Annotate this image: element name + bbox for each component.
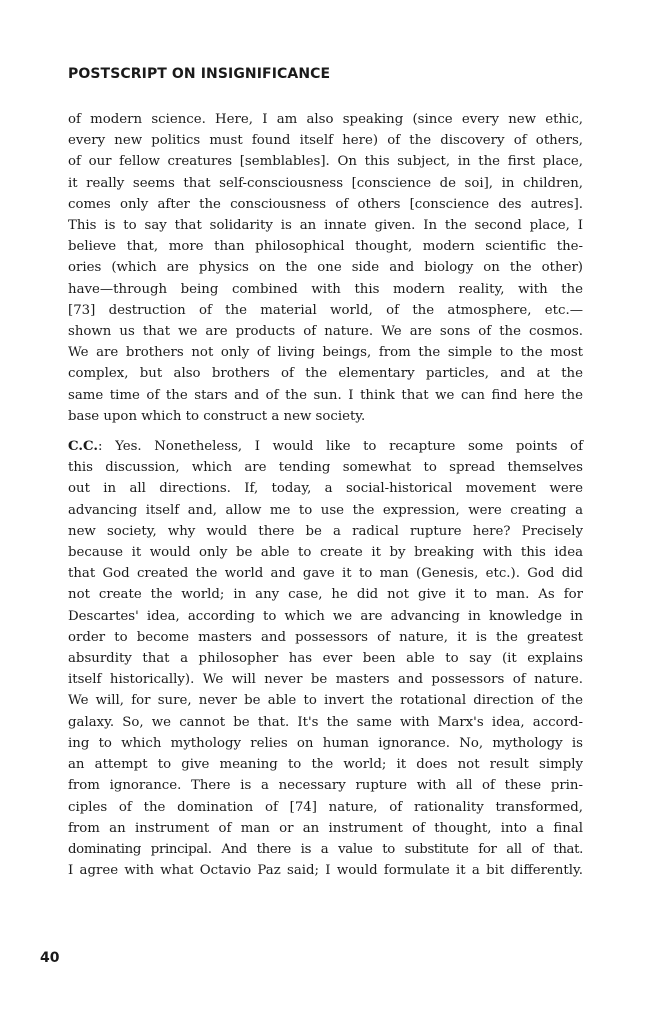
text-line: Descartes' idea, according to which we are advancing in knowledge in [68,608,583,624]
text-line: every new politics must found itself here) of the discovery of others, [68,133,583,149]
body-text [68,109,583,881]
running-head: POSTSCRIPT ON INSIGNIFICANCE [68,66,331,82]
text-line: an attempt to give meaning to the world; it does not result simply [68,757,583,773]
text-line: same time of the stars and of the sun. I think that we can find here the [68,387,583,403]
speaker-label: C.C. [68,439,98,455]
text-line: of our fellow creatures [semblables]. On this subject, in the first place, [68,154,583,170]
paragraph-1 [68,109,583,427]
text-line: shown us that we are products of nature. We are sons of the cosmos. [68,324,583,340]
text-line: itself historically). We will never be masters and possessors of nature. [68,672,583,688]
text-line: because it would only be able to create it by breaking with this idea [68,545,583,561]
text-line: base upon which to construct a new society. [68,408,366,424]
paragraph-2 [68,436,583,881]
text-line: absurdity that a philosopher has ever been able to say (it explains [68,651,583,667]
text-line: from an instrument of man or an instrument of thought, into a final [68,820,583,836]
text-line: comes only after the consciousness of others [conscience des autres]. [68,196,583,212]
text-line: from ignorance. There is a necessary rupture with all of these prin- [68,778,583,794]
text-line: that God created the world and gave it to man (Genesis, etc.). God did [68,566,583,582]
text-line: advancing itself and, allow me to use the expression, were creating a [68,502,583,518]
text-line: complex, but also brothers of the elementary particles, and at the [68,366,583,382]
text-line: We will, for sure, never be able to invert the rotational direction of the [68,693,583,709]
text-line: order to become masters and possessors of nature, it is the greatest [68,629,583,645]
text-line: galaxy. So, we cannot be that. It's the same with Marx's idea, accord- [68,714,583,730]
text-line: of modern science. Here, I am also speaking (since every new ethic, [68,112,583,127]
text-line: out in all directions. If, today, a social-historical movement were [68,481,583,497]
text-line-first [68,436,583,457]
text-line: believe that, more than philosophical thought, modern scientific the- [68,239,583,255]
text-line: ciples of the domination of [74] nature, of rationality transformed, [68,799,583,815]
text-line: new society, why would there be a radical rupture here? Precisely [68,523,583,539]
text-line: it really seems that self-consciousness [conscience de soi], in children, [68,175,583,191]
text-line: [73] destruction of the material world, of the atmosphere, etc.— [68,302,583,318]
text-line: This is to say that solidarity is an innate given. In the second place, I [68,218,583,234]
page-number: 40 [40,950,60,966]
text-line: dominating principal. And there is a value to substitute for all of that. [68,841,583,857]
text-line: have—through being combined with this modern reality, with the [68,281,583,297]
text-line: not create the world; in any case, he did not give it to man. As for [68,587,583,603]
text-line: I agree with what Octavio Paz said; I would formulate it a bit differently. [68,863,583,879]
text-line: ories (which are physics on the one side and biology on the other) [68,260,583,276]
text-line: We are brothers not only of living beings, from the simple to the most [68,345,583,361]
text-line-rest: : Yes. Nonetheless, I would like to recapture some points of [97,439,583,455]
text-line: this discussion, which are tending somewhat to spread themselves [68,460,583,476]
text-line: ing to which mythology relies on human ignorance. No, mythology is [68,735,583,751]
